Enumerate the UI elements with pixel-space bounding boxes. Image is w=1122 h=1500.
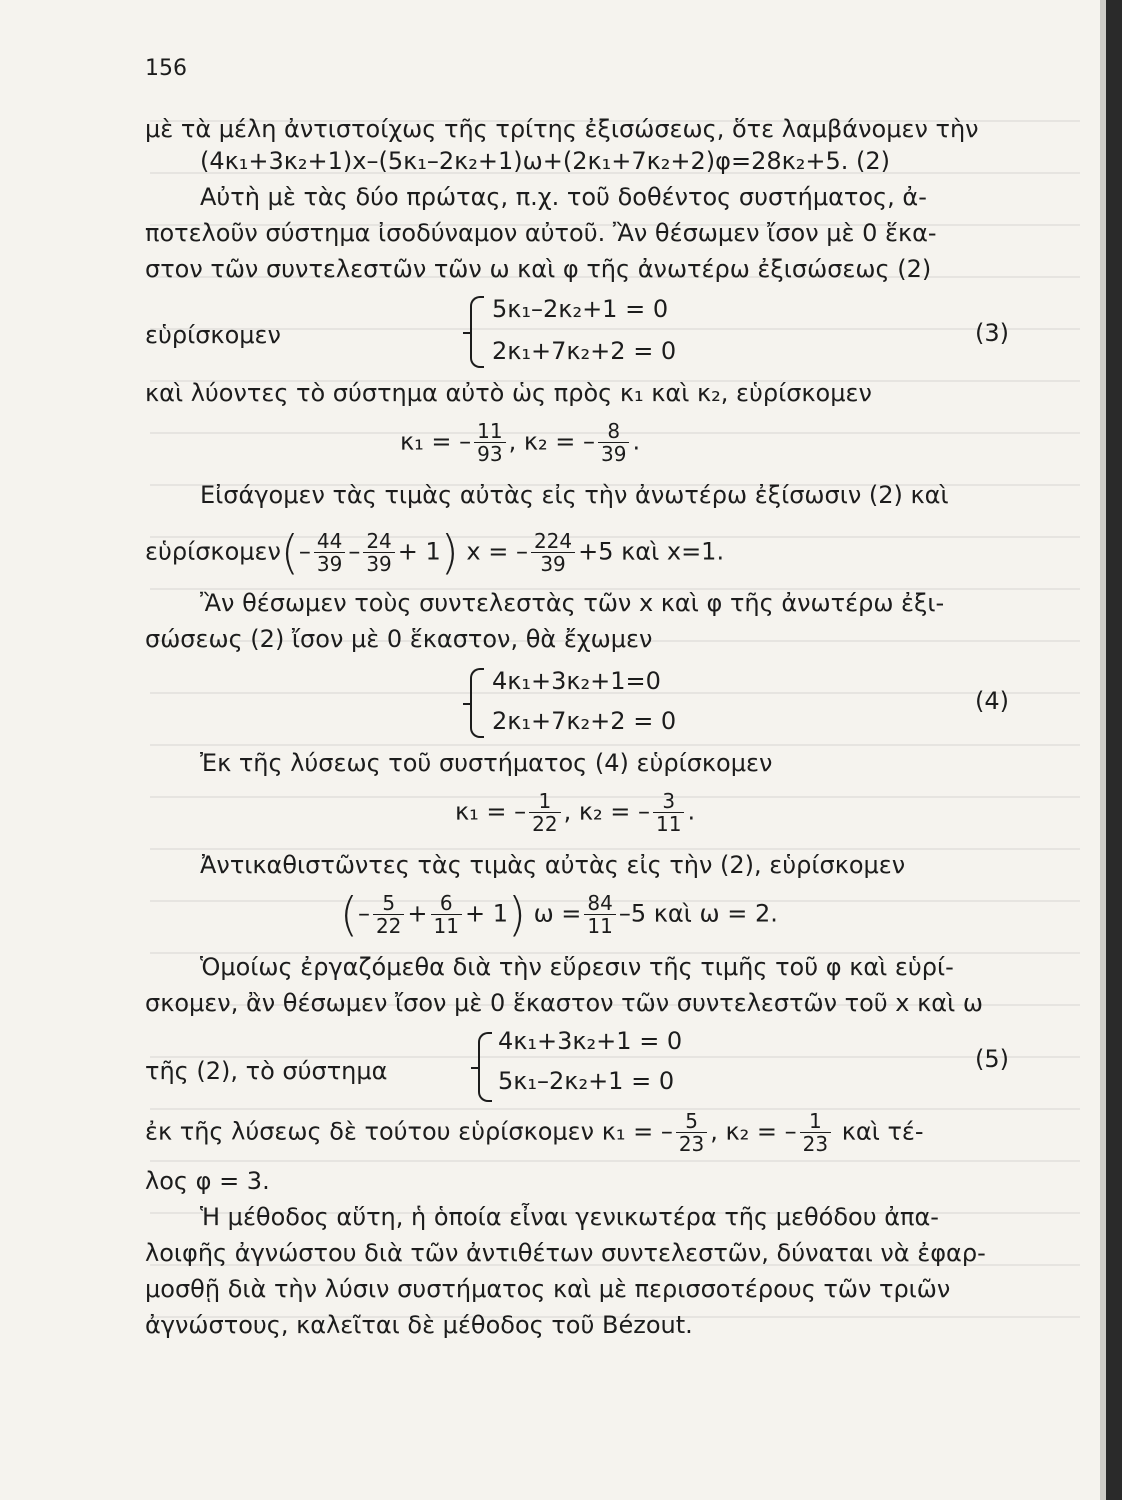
- text-line: μὲ τὰ μέλη ἀντιστοίχως τῆς τρίτης ἐξισώσεως, ὅτε λαμβάνομεν τὴν: [145, 115, 979, 143]
- fraction: $\frac{1}{22}$: [529, 790, 560, 835]
- solution-line: κ₁ = – $\frac{11}{93}$ , κ₂ = – $\frac{8}{39}$ .: [400, 419, 641, 466]
- equation-number: (4): [975, 687, 1009, 715]
- equation-2: (4κ₁+3κ₂+1)x–(5κ₁–2κ₂+1)ω+(2κ₁+7κ₂+2)φ=28κ₂+5. (2): [200, 147, 891, 175]
- text-line: Αὐτὴ μὲ τὰς δύο πρώτας, π.χ. τοῦ δοθέντος συστήματος, ἀ-: [200, 183, 927, 211]
- equation-number: (5): [975, 1045, 1009, 1073]
- text-line: Ἀντικαθιστῶντες τὰς τιμὰς αὐτὰς εἰς τὴν (2), εὑρίσκομεν: [200, 851, 906, 879]
- text-line: σώσεως (2) ἴσον μὲ 0 ἕκαστον, θὰ ἔχωμεν: [145, 625, 653, 653]
- fraction: $\frac{5}{22}$: [373, 892, 404, 937]
- fraction: $\frac{224}{39}$: [531, 530, 575, 575]
- left-brace: [478, 1032, 492, 1102]
- text-line: καὶ λύοντες τὸ σύστημα αὐτὸ ὡς πρὸς κ₁ καὶ κ₂, εὑρίσκομεν: [145, 379, 872, 407]
- page-number: 156: [145, 56, 187, 81]
- left-brace: [470, 668, 484, 738]
- k1-label: κ₁ = –: [400, 427, 472, 456]
- text-line: Ἂν θέσωμεν τοὺς συντελεστὰς τῶν x καὶ φ τῆς ἀνωτέρω ἐξι-: [200, 589, 945, 617]
- page-edge: [1106, 0, 1122, 1500]
- text-line: ποτελοῦν σύστημα ἰσοδύναμον αὐτοῦ. Ἂν θέσωμεν ἴσον μὲ 0 ἕκα-: [145, 219, 937, 247]
- text-line: Εἰσάγομεν τὰς τιμὰς αὐτὰς εἰς τὴν ἀνωτέρω ἐξίσωσιν (2) καὶ: [200, 481, 949, 509]
- text-line: λος φ = 3.: [145, 1167, 270, 1195]
- text-line: λοιφῆς ἀγνώστου διὰ τῶν ἀντιθέτων συντελεστῶν, δύναται νὰ ἐφαρ-: [145, 1239, 986, 1267]
- solution-line: κ₁ = – $\frac{1}{22}$ , κ₂ = – $\frac{3}{11}$ .: [455, 789, 696, 836]
- system-equation: 5κ₁–2κ₂+1 = 0: [498, 1067, 675, 1095]
- system-equation: 2κ₁+7κ₂+2 = 0: [492, 707, 677, 735]
- fraction: $\frac{8}{39}$: [598, 420, 629, 465]
- fraction: $\frac{44}{39}$: [314, 530, 345, 575]
- system-equation: 4κ₁+3κ₂+1 = 0: [498, 1027, 683, 1055]
- left-brace: [470, 296, 484, 368]
- k2-label: , κ₂ = –: [508, 427, 595, 456]
- text-line: μοσθῇ διὰ τὴν λύσιν συστήματος καὶ μὲ περισσοτέρους τῶν τριῶν: [145, 1275, 951, 1303]
- fraction: $\frac{11}{93}$: [474, 420, 505, 465]
- system-equation: 4κ₁+3κ₂+1=0: [492, 667, 661, 695]
- equation-line: (– $\frac{5}{22}$ + $\frac{6}{11}$ + 1) ω = $\frac{84}{11}$ –5 καὶ ω = 2.: [340, 887, 778, 942]
- system-label: εὑρίσκομεν: [145, 321, 281, 349]
- system-equation: 5κ₁–2κ₂+1 = 0: [492, 295, 669, 323]
- fraction: $\frac{24}{39}$: [363, 530, 394, 575]
- fraction: $\frac{6}{11}$: [431, 892, 462, 937]
- text-line: ἀγνώστους, καλεῖται δὲ μέθοδος τοῦ Bézout.: [145, 1311, 693, 1339]
- system-label: τῆς (2), τὸ σύστημα: [145, 1057, 388, 1085]
- text-line: Ἡ μέθοδος αὕτη, ἡ ὁποία εἶναι γενικωτέρα τῆς μεθόδου ἀπα-: [200, 1203, 939, 1231]
- equation-line: εὑρίσκομεν(– $\frac{44}{39}$ – $\frac{24}{39}$ + 1) x = – $\frac{224}{39}$ +5 καὶ x=1.: [145, 525, 725, 580]
- solution-line: ἐκ τῆς λύσεως δὲ τούτου εὑρίσκομεν κ₁ = – $\frac{5}{23}$ , κ₂ = – $\frac{1}{23}$ καὶ τέ-: [145, 1109, 924, 1156]
- text-line: Ἐκ τῆς λύσεως τοῦ συστήματος (4) εὑρίσκομεν: [200, 749, 773, 777]
- fraction: $\frac{84}{11}$: [584, 892, 615, 937]
- text-line: Ὁμοίως ἐργαζόμεθα διὰ τὴν εὕρεσιν τῆς τιμῆς τοῦ φ καὶ εὑρί-: [200, 953, 954, 981]
- text-line: στον τῶν συντελεστῶν τῶν ω καὶ φ τῆς ἀνωτέρω ἐξισώσεως (2): [145, 255, 932, 283]
- equation-number: (3): [975, 319, 1009, 347]
- system-equation: 2κ₁+7κ₂+2 = 0: [492, 337, 677, 365]
- fraction: $\frac{1}{23}$: [800, 1110, 831, 1155]
- text-line: σκομεν, ἂν θέσωμεν ἴσον μὲ 0 ἕκαστον τῶν συντελεστῶν τοῦ x καὶ ω: [145, 989, 983, 1017]
- fraction: $\frac{3}{11}$: [653, 790, 684, 835]
- fraction: $\frac{5}{23}$: [676, 1110, 707, 1155]
